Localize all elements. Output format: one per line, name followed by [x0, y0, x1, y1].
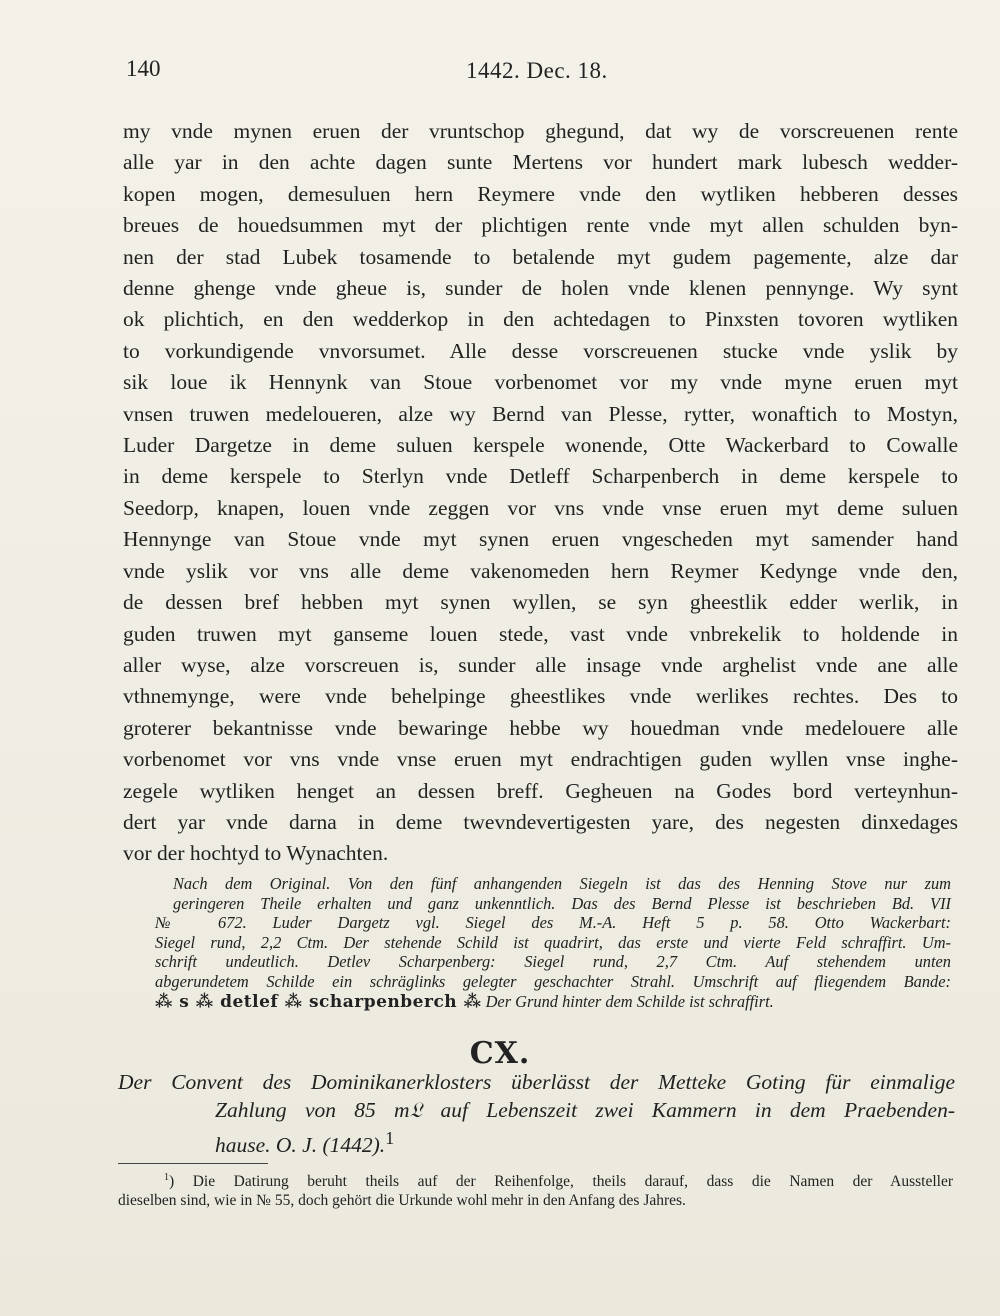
regest-line: Zahlung von 85 m𝔏 auf Lebenszeit zwei Kammern in dem Praebenden-: [215, 1098, 955, 1122]
footnote-marker: 1: [385, 1128, 395, 1148]
charter-text: [123, 116, 958, 870]
text-line: vnsen truwen medeloueren, alze wy Bernd van Plesse, rytter, wonaftich to Mostyn,: [123, 401, 958, 426]
text-line: guden truwen myt ganseme louen stede, vast vnde vnbrekelik to holdende in: [123, 621, 958, 646]
regest-summary: [118, 1068, 955, 1159]
footnote-line: ) Die Datirung beruht theils auf der Reihenfolge, theils darauf, dass die Namen der Aussteller: [169, 1173, 953, 1191]
text-line: vor der hochtyd to Wynachten.: [123, 841, 389, 866]
regest-line: Der Convent des Dominikanerklosters überlässt der Metteke Goting für einmalige: [118, 1070, 955, 1094]
note-line: Nach dem Original. Von den fünf anhangenden Siegeln ist das des Henning Stove nur zum: [173, 874, 951, 893]
text-line: zegele wytliken henget an dessen breff. Gegheuen na Godes bord verteynhun-: [123, 778, 958, 803]
text-line: alle yar in den achte dagen sunte Mertens vor hundert mark lubesch wedder-: [123, 150, 958, 175]
regest-line: hause. O. J. (1442).: [215, 1133, 386, 1158]
text-line: vorbenomet vor vns vnde vnse eruen myt endrachtigen guden wyllen vnse inghe-: [123, 747, 958, 772]
document-number: CX.: [469, 1036, 531, 1071]
running-head: 1442. Dec. 18.: [466, 58, 608, 83]
text-line: denne ghenge vnde gheue is, sunder de holen vnde klenen pennynge. Wy synt: [123, 276, 958, 301]
text-line: nen der stad Lubek tosamende to betalende myt gudem pagemente, alze dar: [123, 244, 958, 269]
footnote-line: dieselben sind, wie in № 55, doch gehört die Urkunde wohl mehr in den Anfang des Jahres.: [118, 1192, 686, 1210]
footnote: [118, 1168, 953, 1210]
text-line: aller wyse, alze vorscreuen is, sunder alle insage vnde arghelist vnde ane alle: [123, 652, 958, 677]
text-line: de dessen bref hebben myt synen wyllen, se syn gheestlik edder werlik, in: [123, 590, 958, 615]
note-line: Siegel rund, 2,2 Ctm. Der stehende Schild ist quadrirt, das erste und vierte Feld schraffirt. Um-: [155, 932, 951, 952]
text-line: to vorkundigende vnvorsumet. Alle desse vorscreuenen stucke vnde yslik by: [123, 338, 958, 363]
note-line: № 672. Luder Dargetz vgl. Siegel des M.-A. Heft 5 p. 58. Otto Wackerbart:: [155, 913, 951, 933]
page-header: [0, 56, 1000, 88]
note-line: schrift undeutlich. Detlev Scharpenberg: Siegel rund, 2,7 Ctm. Auf stehendem unten: [155, 952, 951, 972]
text-line: my vnde mynen eruen der vruntschop ghegund, dat wy de vorscreuenen rente: [123, 119, 958, 143]
text-line: vnde yslik vor vns alle deme vakenomeden hern Reymer Kedynge vnde den,: [123, 558, 958, 583]
text-line: in deme kerspele to Sterlyn vnde Detleff Scharpenberch in deme kerspele to: [123, 464, 958, 489]
text-line: ok plichtich, en den wedderkop in den achtedagen to Pinxsten tovoren wytliken: [123, 307, 958, 332]
note-line-tail: Der Grund hinter dem Schilde ist schraffirt.: [481, 991, 774, 1011]
footnote-number: 1: [164, 1172, 169, 1183]
text-line: dert yar vnde darna in deme twevndevertigesten yare, des negesten dinxedages: [123, 809, 958, 834]
note-line: abgerundetem Schilde ein schräglinks gelegter geschachter Strahl. Umschrift auf fliegendem Bande:: [155, 971, 951, 991]
text-line: breues de houedsummen myt der plichtigen rente vnde myt allen schulden byn-: [123, 213, 958, 238]
footnote-rule: [118, 1163, 268, 1164]
text-line: Luder Dargetze in deme suluen kerspele wonende, Otte Wackerbard to Cowalle: [123, 433, 958, 458]
seal-legend: ⁂ s ⁂ detlef ⁂ scharpenberch ⁂: [155, 991, 482, 1012]
text-line: sik loue ik Hennynk van Stoue vorbenomet vor my vnde myne eruen myt: [123, 370, 958, 395]
note-line: geringeren Theile erhalten und ganz unkenntlich. Das des Bernd Plesse ist beschrieben Bd. VII: [173, 893, 951, 913]
page-number: 140: [126, 56, 161, 81]
text-line: vthnemynge, were vnde behelpinge gheestlikes vnde werlikes rechtes. Des to: [123, 684, 958, 709]
text-line: groterer bekantnisse vnde bewaringe hebbe wy houedman vnde medelouere alle: [123, 715, 958, 740]
footnote-line-wrap: [164, 1168, 953, 1191]
text-line: Hennynge van Stoue vnde myt synen eruen vngescheden myt samender hand: [123, 527, 958, 552]
seal-legend-line: [155, 992, 951, 1013]
text-line: Seedorp, knapen, louen vnde zeggen vor vns vnde vnse eruen myt deme suluen: [123, 495, 958, 520]
text-line: kopen mogen, demesuluen hern Reymere vnde den wytliken hebberen desses: [123, 181, 958, 206]
editorial-notes: [155, 874, 951, 1012]
regest-line-wrap: [215, 1124, 955, 1159]
